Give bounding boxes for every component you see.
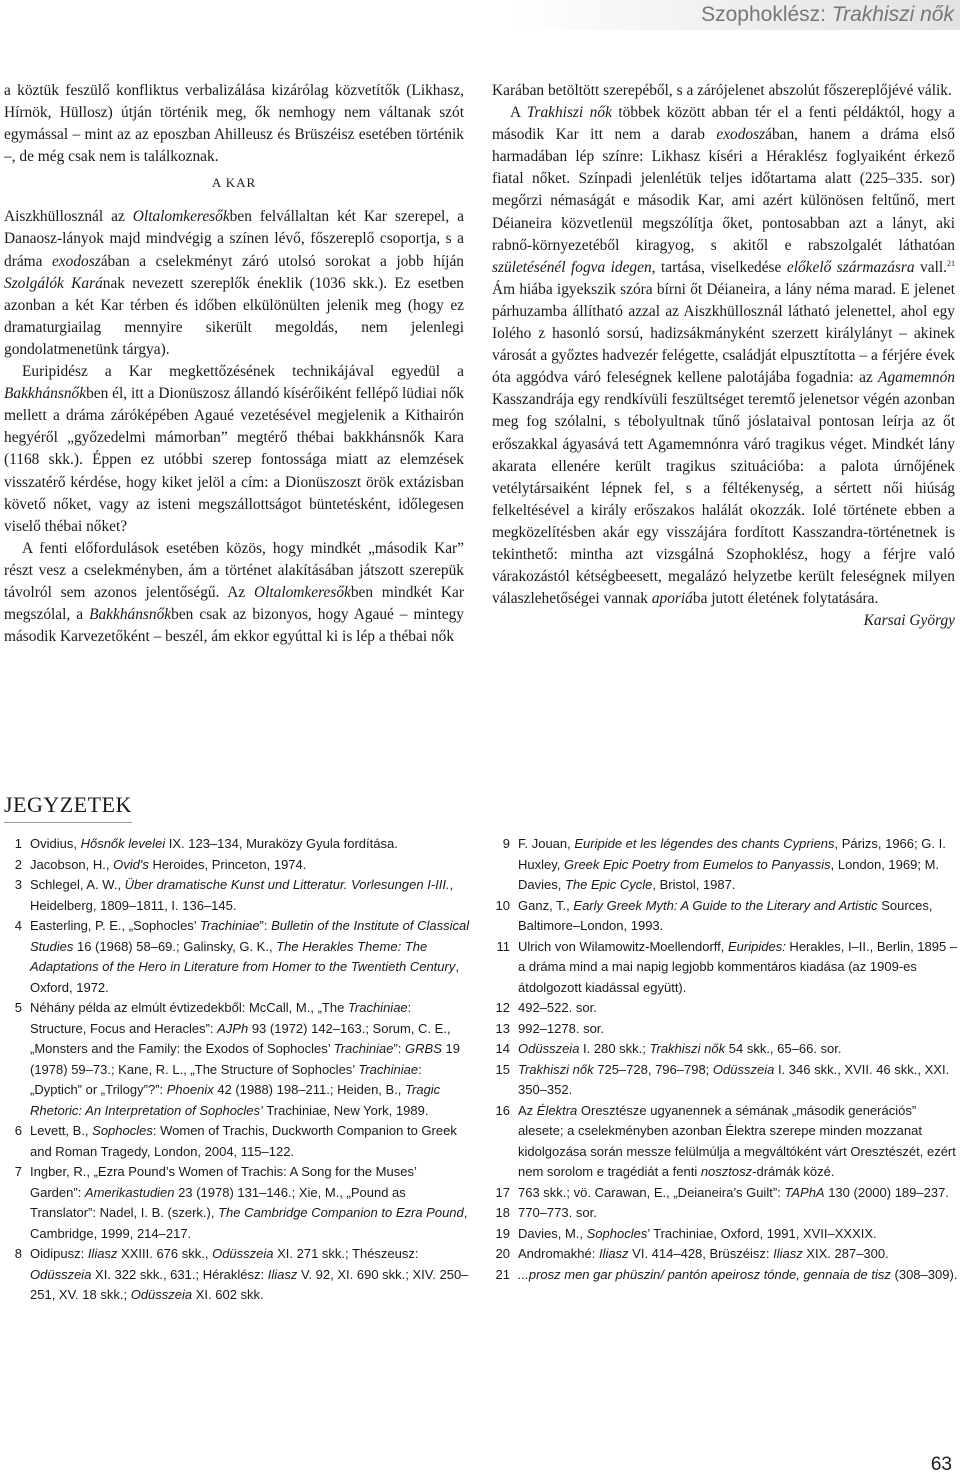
- left-text-column: [4, 80, 464, 648]
- footnote-text-run: Odüsszeia: [518, 1041, 580, 1056]
- footnote-item: [0, 875, 470, 916]
- footnote-item: [488, 1244, 960, 1265]
- left-paragraph-2-run: Aiszkhüllosznál az: [4, 208, 133, 226]
- footnote-text-run: 23 (1978) 131–146.; Xie, M., „Pound as Translator”: Nadel, I. B. (szerk.),: [30, 1184, 406, 1220]
- footnote-number: 1: [14, 836, 22, 851]
- footnote-text-run: Ovidius,: [30, 836, 81, 851]
- footnote-text-run: Odüsszeia: [30, 1266, 92, 1282]
- left-paragraph-4: [4, 538, 464, 648]
- footnote-text-run: 42 (1988) 198–211.; Heiden, B.,: [213, 1082, 406, 1097]
- footnote-text-run: : „Dyptich” or „Trilogy”?”:: [30, 1061, 422, 1097]
- footnote-text-run: Über dramatische Kunst und Litteratur. Vorlesungen I-III.: [124, 877, 450, 892]
- footnote-item: [488, 1183, 960, 1204]
- footnote-text-run: Levett, B.,: [30, 1123, 93, 1138]
- notes-heading-rule: [4, 822, 132, 823]
- footnote-text-run: Easterling, P. E., „Sophocles’: [30, 918, 200, 933]
- footnote-text-run: Iliasz: [87, 1246, 118, 1261]
- right-paragraph-2-run: Ám hiába igyekszik szóra bírni őt Déianeira, a lány néma marad. E jelenet párhuzamba állítható azzal az Aiszkhüllosznál látható jelenettel, ahol egy Iolého z hasonló sorsú, hadizsákmányként szerzett királylányt – akinek városát a győztes hadvezér felégette, családját elpusztította – a férjére évek óta aggódva váró feleségnek kellene palotájába fogadnia: az: [492, 280, 955, 387]
- left-paragraph-4-run: ben csak az bizonyos, hogy Agaué – mintegy második Karvezetőként – beszél, ám ekkor egyúttal ki is lép a thébai nők: [4, 606, 464, 646]
- right-paragraph-2-run: többek között abban tér el a fenti példáktól, hogy a második Kar itt nem a darab: [492, 104, 955, 144]
- footnote-text: [518, 1205, 597, 1220]
- footnote-text: [518, 1226, 877, 1241]
- footnote-text-run: Trachiniae: [199, 918, 260, 933]
- footnote-text-run: : Structure, Focus and Heracles”:: [30, 1000, 412, 1036]
- footnote-text-run: ”:: [393, 1041, 406, 1056]
- footnote-number: 7: [14, 1164, 22, 1179]
- header-work-title: Trakhiszi nők: [831, 3, 954, 26]
- footnote-text-run: Ovid's: [113, 856, 149, 872]
- right-paragraph-2-run: 21: [946, 258, 955, 268]
- footnote-text-run: AJPh: [217, 1020, 249, 1036]
- footnote-text-run: XIX. 287–300.: [802, 1246, 889, 1261]
- right-paragraph-2-run: aporiá: [651, 590, 693, 608]
- footnote-item: [488, 1101, 960, 1183]
- footnote-text: [518, 1021, 604, 1036]
- footnote-text-run: Euripides:: [728, 938, 786, 954]
- footnote-item: [0, 916, 470, 998]
- left-paragraph-3: [4, 361, 464, 538]
- footnote-item: [0, 834, 470, 855]
- footnote-text-run: : Women of Trachis, Duckworth Companion to Greek and Roman Tragedy, London, 2004, 115–122.: [30, 1123, 457, 1159]
- footnote-number: 19: [495, 1225, 510, 1241]
- left-paragraph-4-run: A fenti előfordulások esetében közös, hogy mindkét „második Kar” részt vesz a cselekményben, ám a történet alakításában játszott szerepük távolról sem azonos jelentőségű. Az: [4, 539, 464, 601]
- footnote-item: [0, 855, 470, 876]
- right-paragraph-2-run: A: [510, 104, 527, 122]
- footnote-text: [518, 1103, 956, 1180]
- footnote-text-run: Trakhiszi nők: [518, 1061, 594, 1077]
- left-paragraph-4-run: ben mindkét Kar megszólal, a: [4, 583, 464, 624]
- footnote-text: [518, 939, 957, 995]
- footnote-text-run: Ulrich von Wilamowitz-Moellendorff,: [518, 938, 728, 954]
- footnote-text-run: Hősnők levelei: [80, 836, 166, 851]
- footnote-text-run: Heroides, Princeton, 1974.: [148, 856, 307, 872]
- footnote-text-run: XI. 271 skk.; Thészeusz:: [273, 1246, 419, 1261]
- footnote-item: [0, 1244, 470, 1306]
- footnote-text-run: I. 280 skk.;: [579, 1041, 650, 1056]
- footnote-number: 13: [495, 1020, 510, 1036]
- running-header: [510, 0, 960, 30]
- left-paragraph-4-run: Oltalomkeresők: [253, 583, 351, 601]
- footnote-text-run: Odüsszeia: [212, 1246, 274, 1261]
- footnote-text-run: I. 346 skk., XVII. 46 skk., XXI. 350–352.: [518, 1061, 950, 1097]
- footnote-text-run: 763 skk.; vö. Carawan, E., „Deianeira’s Guilt”:: [518, 1184, 785, 1200]
- left-paragraph-1: a köztük feszülő konfliktus verbalizálása kizárólag közvetítők (Likhasz, Hírnök, Hüllosz) útján történik meg, ők nemhogy nem váltanak szót egymással – mint az az eposzban Ahilleusz és Brüszéisz esetében történik –, de még csak nem is találkoznak.: [4, 82, 464, 166]
- footnote-item: [488, 1203, 960, 1224]
- footnote-text-run: XXIII. 676 skk.,: [117, 1246, 213, 1261]
- footnote-text-run: 19 (1978) 59–73.; Kane, R. L., „The Structure of Sophocles’: [30, 1041, 460, 1077]
- footnote-text: [518, 1267, 957, 1282]
- right-paragraph-2-run: , tartása, viselkedése: [651, 258, 787, 276]
- footnote-text-run: Trachiniae: [347, 1000, 408, 1015]
- footnote-text-run: 770–773. sor.: [518, 1205, 597, 1220]
- footnote-number: 9: [502, 836, 510, 851]
- footnote-text-run: Odüsszeia: [712, 1061, 775, 1077]
- footnote-text-run: Tragic Rhetoric: An Interpretation of Sophocles’: [30, 1082, 441, 1118]
- left-paragraph-2-run: Szolgálók Kará: [4, 274, 103, 292]
- footnote-text-run: Trakhiszi nők: [649, 1041, 726, 1056]
- footnote-text-run: , Bristol, 1987.: [652, 877, 736, 892]
- left-paragraph-2-run: Oltalomkeresők: [132, 208, 230, 226]
- footnote-number: 18: [495, 1205, 510, 1220]
- footnote-item: [488, 1265, 960, 1286]
- notes-heading: JEGYZETEK: [4, 792, 132, 817]
- footnote-text-run: Néhány példa az elmúlt évtizedekből: McCall, M., „The: [30, 1000, 348, 1015]
- footnote-text-run: Sophocles: [586, 1225, 648, 1241]
- footnote-text-run: Az: [518, 1102, 537, 1118]
- footnote-text-run: 93 (1972) 142–163.; Sorum, C. E., „Monsters and the Family: the Exodos of Sophocles’: [30, 1020, 451, 1056]
- footnote-text-run: Sophocles: [92, 1123, 153, 1138]
- author-signature: Karsai György: [863, 612, 955, 630]
- footnote-text-run: Euripide et les légendes des chants Cypriens: [574, 836, 835, 851]
- footnote-text-run: 992–1278. sor.: [518, 1020, 605, 1036]
- footnote-text-run: The Epic Cycle: [564, 877, 653, 892]
- footnote-number: 17: [495, 1184, 510, 1200]
- footnote-item: [488, 1224, 960, 1245]
- right-paragraph-2-run: ba jutott életének folytatására.: [692, 590, 879, 608]
- footnote-text-run: Odüsszeia: [130, 1287, 193, 1302]
- footnote-number: 20: [495, 1246, 510, 1261]
- footnote-text-run: Ingber, R., „Ezra Pound’s Women of Trachis: A Song for the Muses’ Garden”:: [30, 1164, 417, 1200]
- footnote-text: [518, 1000, 597, 1015]
- footnote-text-run: The Cambridge Companion to Ezra Pound: [218, 1205, 464, 1220]
- footnote-number: 8: [14, 1246, 22, 1261]
- left-paragraph-3-run: Euripidész a Kar megkettőzésének technikájával egyedül a: [22, 363, 464, 381]
- footnote-text: [30, 1246, 468, 1302]
- footnote-text-run: Amerikastudien: [84, 1184, 175, 1200]
- footnote-text-run: , London, 1969; M. Davies,: [518, 856, 940, 892]
- right-paragraph-2-run: Kasszandrája egy rendkívüli feszültséget teremtő jelenetsor végén azonban meg fog szólalni, s tébolyultnak tűnő jóslataival pontosan leírja az őt erőszakkal ágyasává tett Agamemnónra váró tragikus véget. Mindkét lány akarata ellenére került tragikus szituációba: a palota úrnőjének vetélytársaiként lépnek fel, s a féltékenység, a sértett női hiúság felkeltésével a király erőszakos halálát okozzák. Iolé története ebben a megközelítésben akár egy visszájára fordított Kasszandra-történetnek is tekinthető: mintha azt vizsgálná Szophoklész, hogy a férjre való várakozástól kétségbeesett, megalázó helyzetbe került feleségnek milyen válaszlehetőségei vannak: [492, 391, 955, 608]
- footnote-text-run: , Cambridge, 1999, 214–217.: [30, 1205, 468, 1241]
- footnotes-left: [0, 834, 470, 1306]
- footnote-text-run: 130 (2000) 189–237.: [824, 1184, 949, 1200]
- right-paragraph-2-run: előkelő származásra: [786, 258, 915, 276]
- footnote-text-run: V. 92, XI. 690 skk.; XIV. 250–251, XV. 18 skk.;: [30, 1266, 469, 1302]
- left-paragraph-2-run: nak nevezett szereplők éneklik (1036 skk.). Ez esetben azonban a két Kar térben és időben elkülönülten jelenik meg (hogy ez dramaturgiailag mennyire sikerült megoldás, nem jelenlegi gondolatmenetünk tárgya).: [4, 274, 464, 358]
- footnote-text-run: Iliasz: [773, 1246, 803, 1261]
- footnote-text: [30, 918, 469, 995]
- footnote-text-run: XI. 322 skk., 631.; Héraklész:: [91, 1266, 268, 1282]
- footnotes-right: [488, 834, 960, 1285]
- footnote-text-run: TAPhA: [784, 1184, 825, 1200]
- footnote-text-run: F. Jouan,: [518, 836, 575, 851]
- footnote-text: [518, 898, 933, 934]
- footnote-text-run: GRBS: [405, 1041, 442, 1056]
- footnote-text-run: Trachiniae: [333, 1041, 394, 1056]
- left-paragraph-4-run: Bakkhánsnők: [89, 606, 172, 624]
- footnote-text: [518, 1185, 949, 1200]
- footnote-text-run: Oidipusz:: [30, 1246, 88, 1261]
- footnote-text-run: XI. 602 skk.: [192, 1287, 264, 1302]
- footnote-item: [488, 1060, 960, 1101]
- footnote-item: [0, 998, 470, 1121]
- footnote-text-run: , Párizs, 1966; G. I. Huxley,: [518, 836, 946, 872]
- footnote-text-run: nosztosz: [700, 1164, 753, 1179]
- footnote-text-run: Élektra: [536, 1102, 578, 1118]
- footnote-text: [30, 836, 398, 851]
- footnote-item: [488, 998, 960, 1019]
- footnote-text-run: Iliasz: [267, 1266, 298, 1282]
- left-paragraph-2-run: ben felvállaltan két Kar szerepel, a Danaosz-lányok majd mindvégig a színen lévő, főszereplő csoportja, s a dráma: [4, 208, 464, 270]
- footnote-number: 10: [495, 897, 510, 913]
- footnote-text: [30, 857, 306, 872]
- right-paragraph-1: Karában betöltött szerepéből, s a zárójelenet abszolút főszereplőjévé válik.: [492, 82, 952, 99]
- right-paragraph-2-run: vall.: [914, 258, 947, 276]
- footnote-number: 6: [14, 1123, 22, 1138]
- right-paragraph-2-run: ában, hanem a dráma első harmadában lép színre: Likhasz kíséri a Héraklész foglyaiként érkező fiatal nőket. Színpadi jelenlétük teljes időtartama alatt (225–335. sor) megőrzi némaságát e második Kar, ami azért különösen feltűnő, mert Déianeira közvetlenül megszólítja őket, pontosabban azt a lányt, aki rabnő-környezetéből kiragyog, s akitől e rabszolgalét láthatóan: [492, 126, 955, 254]
- footnote-number: 15: [495, 1061, 510, 1077]
- footnote-item: [488, 834, 960, 896]
- footnote-text-run: -drámák közé.: [752, 1164, 835, 1179]
- footnote-text-run: Sources, Baltimore–London, 1993.: [518, 897, 933, 933]
- footnote-text-run: ’ Trachiniae, Oxford, 1991, XVII–XXXIX.: [647, 1225, 877, 1241]
- footnote-text-run: ...prosz men gar phüszin/ pantón apeirosz tónde, gennaia de tisz: [518, 1266, 891, 1282]
- left-paragraph-3-run: ben él, itt a Dionüszosz állandó kísérőiként fellépő lüdiai nők mellett a dráma záróképében Agaué vezetésével megjelenik a Kithairón hegyéről „győzedelmi mámorban” megtérő thébai bakkhánsnők Kara (1168 skk.). Éppen ez utóbbi szerep fontossága miatt az elemzések visszatérő kérdése, hogy kiket jelöl a cím: a Dionüszoszt örök extázisban követő nőket, vagy az isteni megszállottságot büntetésként, időlegesen viselő thébai nőket?: [4, 385, 464, 535]
- footnote-number: 16: [495, 1102, 510, 1118]
- footnote-item: [488, 1019, 960, 1040]
- footnote-text: [518, 1062, 949, 1098]
- left-paragraph-2-run: ában a cselekményt záró utolsó sorokat a jobb híján: [100, 252, 464, 270]
- footnote-item: [0, 1121, 470, 1162]
- footnote-text-run: Andromakhé:: [518, 1246, 599, 1261]
- footnote-number: 5: [14, 1000, 22, 1015]
- footnote-text-run: Davies, M.,: [518, 1225, 587, 1241]
- footnote-text: [30, 1164, 467, 1241]
- footnote-text-run: ”:: [259, 918, 272, 933]
- footnote-text: [30, 1000, 460, 1118]
- footnote-text: [518, 1246, 889, 1261]
- footnote-text-run: Bulletin of the Institute of Classical Studies: [30, 918, 470, 954]
- footnote-text: [518, 1041, 842, 1056]
- footnote-text-run: Early Greek Myth: A Guide to the Literary and Artistic: [573, 897, 878, 913]
- footnote-text-run: Greek Epic Poetry from Eumelos to Panyassis: [564, 856, 831, 872]
- footnote-number: 11: [496, 938, 510, 954]
- footnote-item: [488, 937, 960, 999]
- footnote-text-run: Oresztésze ugyanennek a sémának „második generációs” alesete; a cselekményben azonban Élektra szerepe minden mozzanat kidolgozása során messze felülmúlja a megváltóként várt Oresztészét, ezért nem sorolom e tragédiát a fenti: [518, 1102, 956, 1179]
- footnote-text-run: Iliasz: [598, 1246, 629, 1261]
- footnote-number: 21: [495, 1266, 510, 1282]
- left-paragraph-2-run: exodosz: [51, 252, 101, 270]
- footnote-text-run: Jacobson, H.,: [30, 856, 114, 872]
- footnote-item: [0, 1162, 470, 1244]
- right-text-column: [492, 80, 955, 632]
- footnote-text-run: Phoenix: [166, 1082, 214, 1097]
- footnote-text: [30, 877, 453, 913]
- footnote-text: [30, 1123, 457, 1159]
- footnote-text-run: 492–522. sor.: [518, 1000, 597, 1015]
- header-author: Szophoklész:: [701, 3, 826, 26]
- footnote-number: 2: [14, 856, 22, 872]
- right-paragraph-2-run: születésénél fogva idegen: [492, 258, 652, 276]
- right-paragraph-2-run: Trakhiszi nők: [526, 104, 612, 122]
- left-paragraph-2: [4, 206, 464, 361]
- section-heading-kar: A KAR: [211, 175, 257, 191]
- running-header-title: [701, 0, 954, 30]
- footnote-item: [488, 1039, 960, 1060]
- left-paragraph-3-run: Bakkhánsnők: [4, 385, 87, 403]
- footnote-number: 3: [14, 877, 22, 892]
- footnote-number: 14: [495, 1041, 510, 1056]
- right-paragraph-2-run: Agamemnón: [878, 369, 955, 387]
- footnote-text-run: (308–309).: [890, 1266, 958, 1282]
- footnote-item: [488, 896, 960, 937]
- footnote-text-run: VI. 414–428, Brüszéisz:: [628, 1246, 774, 1261]
- footnote-number: 12: [495, 1000, 510, 1015]
- footnote-text-run: , Oxford, 1972.: [30, 959, 459, 995]
- footnote-text-run: Trachiniae: [358, 1061, 419, 1077]
- footnote-text-run: Trachiniae, New York, 1989.: [262, 1102, 429, 1118]
- right-paragraph-2-run: exodosz: [716, 126, 766, 144]
- footnote-text-run: Herakles, I–II., Berlin, 1895 – a dráma mind a mai napig legjobb kommentáros kiadása (az 1909-es átdolgozott kiadással együtt).: [518, 938, 958, 995]
- footnote-text: [518, 836, 946, 892]
- footnote-text-run: , Heidelberg, 1809–1811, I. 136–145.: [30, 877, 454, 913]
- footnote-text-run: Schlegel, A. W.,: [30, 877, 125, 892]
- footnote-text-run: Ganz, T.,: [518, 897, 574, 913]
- footnote-text-run: IX. 123–134, Muraközy Gyula fordítása.: [165, 836, 398, 851]
- footnote-text-run: The Herakles Theme: The Adaptations of the Hero in Literature from Homer to the Twentieth Century: [30, 938, 456, 974]
- footnote-text-run: 16 (1968) 58–69.; Galinsky, G. K.,: [73, 938, 277, 954]
- footnote-number: 4: [14, 918, 22, 933]
- page-number: 63: [930, 1454, 952, 1475]
- footnote-text-run: 725–728, 796–798;: [593, 1061, 713, 1077]
- footnote-text-run: 54 skk., 65–66. sor.: [725, 1041, 842, 1056]
- right-paragraph-2: [492, 102, 955, 610]
